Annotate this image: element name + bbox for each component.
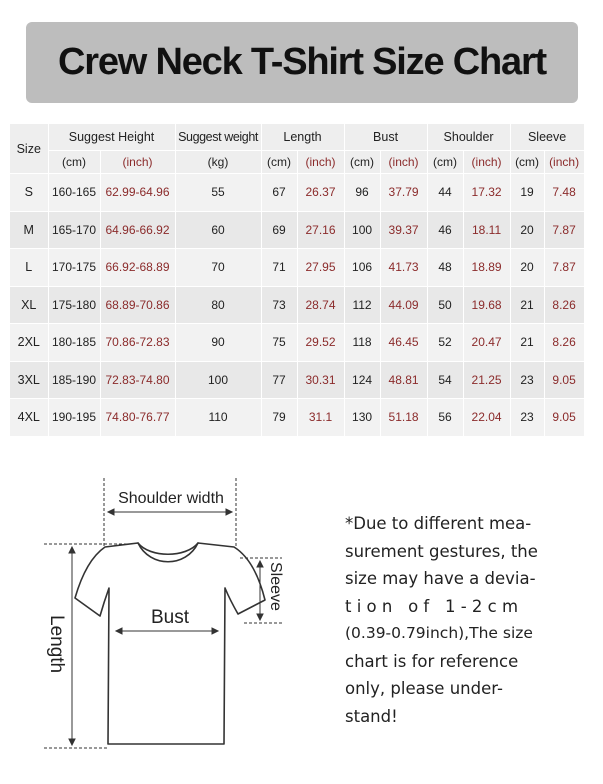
- shoulder-inch-cell: 19.68: [463, 286, 510, 324]
- shoulder-cm-cell: 48: [427, 249, 463, 287]
- unit-height-cm: (cm): [48, 151, 100, 174]
- unit-length-cm: (cm): [261, 151, 297, 174]
- note-line: stand!: [345, 706, 398, 726]
- length-label: Length: [46, 615, 67, 674]
- shoulder-width-label: Shoulder width: [118, 490, 224, 507]
- bust-cm-cell: 124: [344, 361, 380, 399]
- size-cell: M: [10, 211, 48, 249]
- shoulder-inch-cell: 20.47: [463, 324, 510, 362]
- length-inch-cell: 29.52: [297, 324, 344, 362]
- weight-cell: 90: [175, 324, 261, 362]
- length-inch-cell: 27.95: [297, 249, 344, 287]
- shoulder-cm-cell: 54: [427, 361, 463, 399]
- height-cm-cell: 170-175: [48, 249, 100, 287]
- height-cm-cell: 180-185: [48, 324, 100, 362]
- sleeve-inch-cell: 7.87: [544, 211, 584, 249]
- bust-cm-cell: 106: [344, 249, 380, 287]
- note-line: only, please under-: [345, 679, 503, 698]
- bust-cm-cell: 100: [344, 211, 380, 249]
- table-row: [10, 361, 584, 399]
- bust-inch-cell: 44.09: [380, 286, 427, 324]
- unit-height-inch: (inch): [100, 151, 175, 174]
- size-cell: 3XL: [10, 361, 48, 399]
- size-cell: 2XL: [10, 324, 48, 362]
- height-inch-cell: 70.86-72.83: [100, 324, 175, 362]
- sleeve-inch-cell: 8.26: [544, 286, 584, 324]
- bust-inch-cell: 39.37: [380, 211, 427, 249]
- sleeve-inch-cell: 7.48: [544, 174, 584, 212]
- size-chart-table: [10, 124, 585, 437]
- length-inch-cell: 30.31: [297, 361, 344, 399]
- bust-cm-cell: 96: [344, 174, 380, 212]
- sleeve-cm-cell: 21: [510, 324, 544, 362]
- unit-shoulder-inch: (inch): [463, 151, 510, 174]
- length-cm-cell: 73: [261, 286, 297, 324]
- tshirt-collar: [138, 543, 198, 562]
- shoulder-cm-cell: 52: [427, 324, 463, 362]
- sleeve-cm-cell: 20: [510, 211, 544, 249]
- title-banner: [26, 22, 578, 103]
- note-line: *Due to different mea-: [345, 514, 532, 533]
- size-cell: L: [10, 249, 48, 287]
- sleeve-inch-cell: 9.05: [544, 361, 584, 399]
- page-title: Crew Neck T-Shirt Size Chart: [58, 41, 546, 83]
- length-cm-cell: 75: [261, 324, 297, 362]
- header-size: Size: [10, 124, 48, 174]
- length-cm-cell: 77: [261, 361, 297, 399]
- size-cell: XL: [10, 286, 48, 324]
- measurement-note: [345, 510, 560, 730]
- bust-cm-cell: 112: [344, 286, 380, 324]
- header-row: [10, 124, 584, 151]
- bust-cm-cell: 118: [344, 324, 380, 362]
- length-inch-cell: 31.1: [297, 399, 344, 437]
- weight-cell: 100: [175, 361, 261, 399]
- tshirt-outline: [75, 543, 265, 744]
- height-cm-cell: 165-170: [48, 211, 100, 249]
- bust-inch-cell: 37.79: [380, 174, 427, 212]
- note-line: size may have a devia-: [345, 569, 536, 588]
- table-row: [10, 286, 584, 324]
- length-inch-cell: 28.74: [297, 286, 344, 324]
- length-cm-cell: 79: [261, 399, 297, 437]
- sleeve-inch-cell: 7.87: [544, 249, 584, 287]
- shoulder-inch-cell: 21.25: [463, 361, 510, 399]
- sleeve-label: Sleeve: [267, 562, 284, 611]
- weight-cell: 55: [175, 174, 261, 212]
- table-row: [10, 324, 584, 362]
- header-sleeve: Sleeve: [510, 124, 584, 151]
- weight-cell: 110: [175, 399, 261, 437]
- shoulder-inch-cell: 18.89: [463, 249, 510, 287]
- header-shoulder: Shoulder: [427, 124, 510, 151]
- shoulder-cm-cell: 46: [427, 211, 463, 249]
- unit-length-inch: (inch): [297, 151, 344, 174]
- weight-cell: 70: [175, 249, 261, 287]
- bust-inch-cell: 51.18: [380, 399, 427, 437]
- height-inch-cell: 64.96-66.92: [100, 211, 175, 249]
- length-inch-cell: 26.37: [297, 174, 344, 212]
- length-inch-cell: 27.16: [297, 211, 344, 249]
- height-inch-cell: 66.92-68.89: [100, 249, 175, 287]
- table-row: [10, 249, 584, 287]
- height-inch-cell: 62.99-64.96: [100, 174, 175, 212]
- height-cm-cell: 185-190: [48, 361, 100, 399]
- height-inch-cell: 74.80-76.77: [100, 399, 175, 437]
- shoulder-inch-cell: 22.04: [463, 399, 510, 437]
- sleeve-cm-cell: 23: [510, 399, 544, 437]
- note-line: surement gestures, the: [345, 541, 538, 561]
- sleeve-cm-cell: 23: [510, 361, 544, 399]
- unit-bust-inch: (inch): [380, 151, 427, 174]
- unit-bust-cm: (cm): [344, 151, 380, 174]
- note-line: (0.39-0.79inch),The size: [345, 624, 533, 642]
- note-line: t i o n o f 1 - 2 c m: [345, 596, 519, 616]
- size-cell: S: [10, 174, 48, 212]
- shoulder-cm-cell: 44: [427, 174, 463, 212]
- shoulder-cm-cell: 56: [427, 399, 463, 437]
- bust-inch-cell: 41.73: [380, 249, 427, 287]
- header-height: Suggest Height: [48, 124, 175, 151]
- header-bust: Bust: [344, 124, 427, 151]
- length-cm-cell: 67: [261, 174, 297, 212]
- unit-row: [10, 151, 584, 174]
- header-weight: Suggest weight: [175, 124, 261, 151]
- unit-sleeve-cm: (cm): [510, 151, 544, 174]
- note-line: chart is for reference: [345, 651, 519, 671]
- length-cm-cell: 71: [261, 249, 297, 287]
- height-inch-cell: 72.83-74.80: [100, 361, 175, 399]
- unit-sleeve-inch: (inch): [544, 151, 584, 174]
- bust-label: Bust: [150, 607, 190, 628]
- sleeve-inch-cell: 8.26: [544, 324, 584, 362]
- height-cm-cell: 160-165: [48, 174, 100, 212]
- height-inch-cell: 68.89-70.86: [100, 286, 175, 324]
- shoulder-cm-cell: 50: [427, 286, 463, 324]
- table-row: [10, 174, 584, 212]
- height-cm-cell: 175-180: [48, 286, 100, 324]
- height-cm-cell: 190-195: [48, 399, 100, 437]
- shoulder-inch-cell: 17.32: [463, 174, 510, 212]
- table-row: [10, 399, 584, 437]
- sleeve-inch-cell: 9.05: [544, 399, 584, 437]
- weight-cell: 80: [175, 286, 261, 324]
- sleeve-cm-cell: 21: [510, 286, 544, 324]
- table-row: [10, 211, 584, 249]
- header-length: Length: [261, 124, 344, 151]
- tshirt-measurement-diagram: [30, 470, 330, 770]
- size-cell: 4XL: [10, 399, 48, 437]
- weight-cell: 60: [175, 211, 261, 249]
- length-cm-cell: 69: [261, 211, 297, 249]
- bust-inch-cell: 46.45: [380, 324, 427, 362]
- unit-shoulder-cm: (cm): [427, 151, 463, 174]
- bust-inch-cell: 48.81: [380, 361, 427, 399]
- sleeve-cm-cell: 20: [510, 249, 544, 287]
- unit-weight-kg: (kg): [175, 151, 261, 174]
- bust-cm-cell: 130: [344, 399, 380, 437]
- sleeve-cm-cell: 19: [510, 174, 544, 212]
- shoulder-inch-cell: 18.11: [463, 211, 510, 249]
